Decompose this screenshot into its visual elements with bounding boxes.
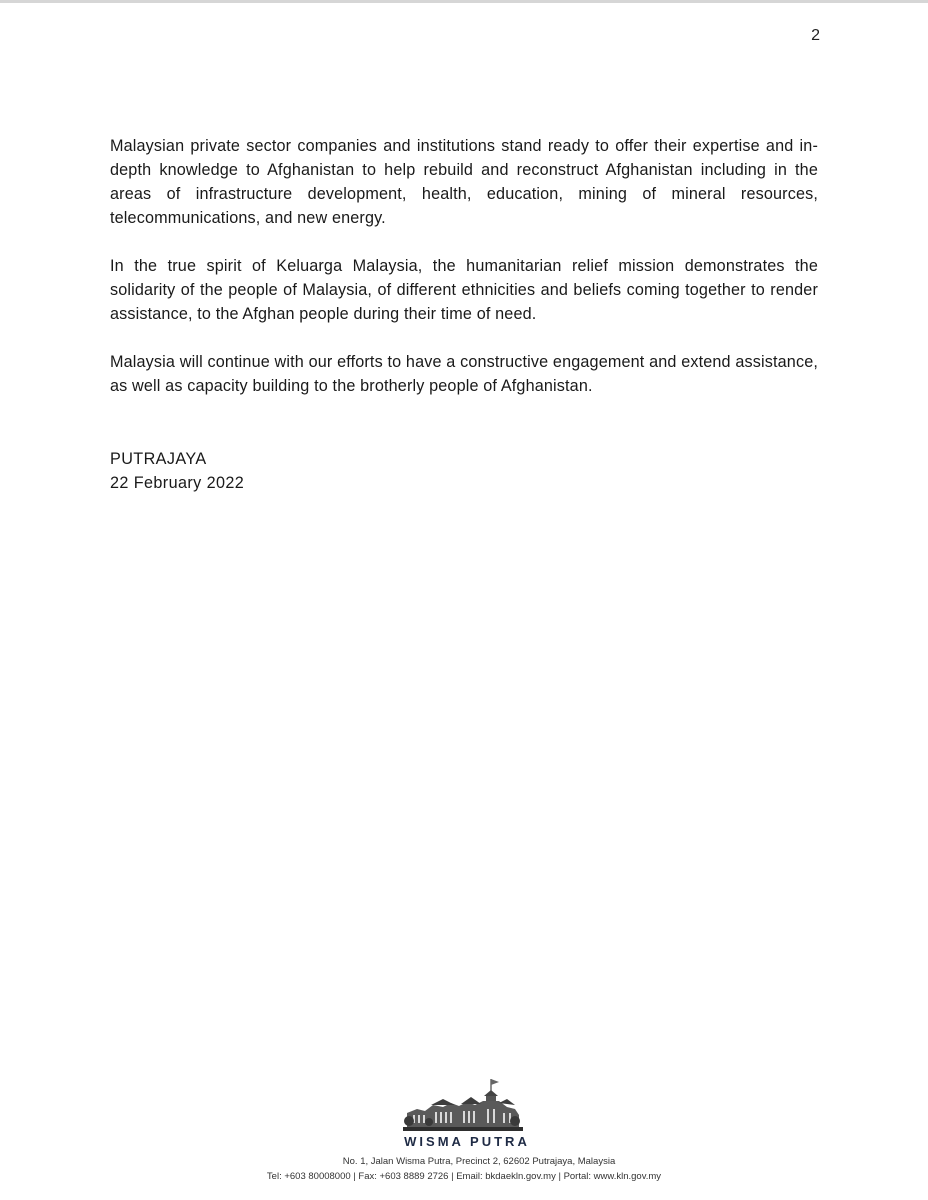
- page-number: 2: [811, 27, 820, 44]
- organization-name: WISMA PUTRA: [404, 1134, 530, 1149]
- document-body: [110, 134, 818, 422]
- paragraph-continued-efforts: Malaysia will continue with our efforts to have a constructive engagement and extend assistance, as well as capacity building to the brotherly people of Afghanistan.: [110, 353, 818, 395]
- building-logo: [403, 1075, 523, 1135]
- footer-contact: Tel: +603 80008000 | Fax: +603 8889 2726 | Email: bkdaekln.gov.my | Portal: www.kln.gov.my: [266, 1171, 662, 1182]
- page-top-border: [0, 0, 928, 3]
- paragraph-private-sector: Malaysian private sector companies and institutions stand ready to offer their expertise and in-depth knowledge to Afghanistan to help rebuild and reconstruct Afghanistan including in the areas of infrastructure development, health, education, mining of mineral resources, telecommunications, and new energy.: [110, 137, 818, 227]
- footer-address: No. 1, Jalan Wisma Putra, Precinct 2, 62602 Putrajaya, Malaysia: [342, 1156, 616, 1167]
- letterhead-footer: [0, 1075, 928, 1195]
- paragraph-keluarga-malaysia: In the true spirit of Keluarga Malaysia, the humanitarian relief mission demonstrates the solidarity of the people of Malaysia, of different ethnicities and beliefs coming together to render assistance, to the Afghan people during their time of need.: [110, 257, 818, 323]
- signoff-date: 22 February 2022: [110, 474, 245, 492]
- signoff-place: PUTRAJAYA: [110, 450, 207, 468]
- signoff-block: [110, 447, 244, 495]
